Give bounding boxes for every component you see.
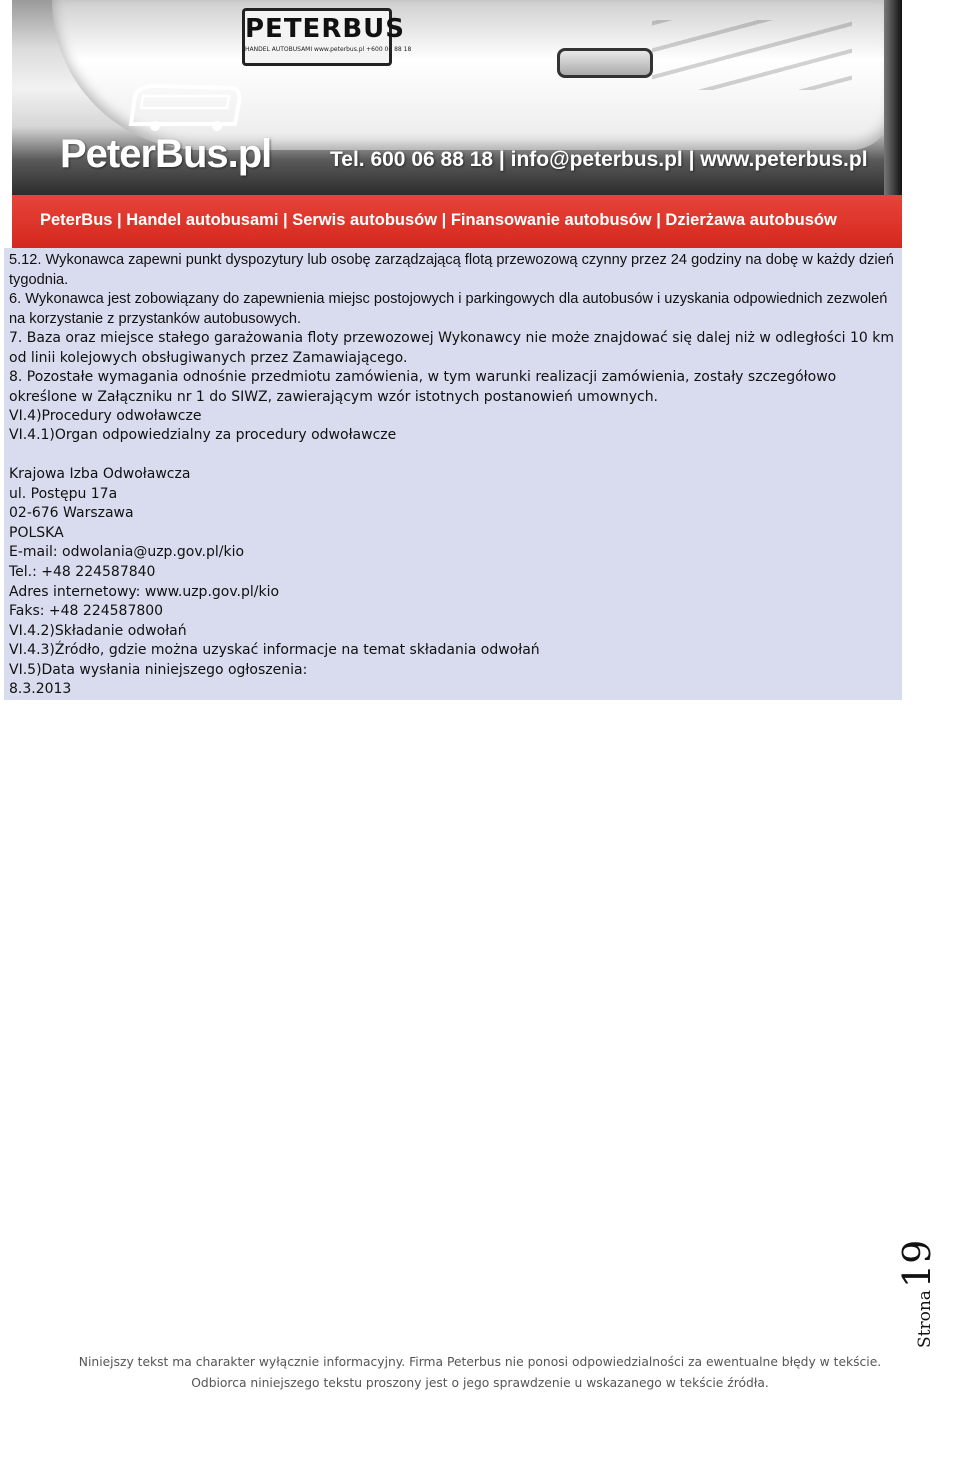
footer-disclaimer-1: Niniejszy tekst ma charakter wyłącznie informacyjny. Firma Peterbus nie ponosi odpowiedzialności za ewentualne błędy w tekście. xyxy=(78,1355,882,1369)
org-name: Krajowa Izba Odwoławcza xyxy=(9,466,191,482)
publication-date: 8.3.2013 xyxy=(9,681,72,697)
services-bar xyxy=(12,195,902,248)
document-content xyxy=(4,248,902,700)
peterbus-logo xyxy=(60,82,320,182)
postal-city: 02-676 Warszawa xyxy=(9,505,134,521)
logo-text: PeterBus.pl xyxy=(60,132,272,176)
bus-stripe-decoration xyxy=(652,20,852,90)
country: POLSKA xyxy=(9,525,64,541)
paragraph-8: 8. Pozostałe wymagania odnośnie przedmiotu zamówienia, w tym warunki realizacji zamówienia, zostały szczegółowo określone w Załączniku nr 1 do SIWZ, zawierającym wzór istotnych postanowień umownych. xyxy=(9,369,837,405)
bus-photo xyxy=(12,0,902,195)
phone: Tel.: +48 224587840 xyxy=(9,564,156,580)
paragraph-5-12: 5.12. Wykonawca zapewni punkt dyspozytury lub osobę zarządzającą flotą przewozową czynny przez 24 godziny na dobę w każdy dzień tygodnia. xyxy=(9,252,894,288)
paragraph-6: 6. Wykonawca jest zobowiązany do zapewnienia miejsc postojowych i parkingowych dla autobusów i uzyskania odpowiednich zezwoleń na korzystanie z przystanków autobusowych. xyxy=(9,291,888,327)
license-plate xyxy=(242,8,412,66)
services-text: PeterBus | Handel autobusami | Serwis autobusów | Finansowanie autobusów | Dzierżawa autobusów xyxy=(40,211,837,229)
heading-organ: VI.4.1)Organ odpowiedzialny za procedury odwoławcze xyxy=(9,427,397,443)
plate-text: PETERBUS xyxy=(245,14,405,44)
bus-logo-icon xyxy=(125,82,245,132)
paragraph-7: 7. Baza oraz miejsce stałego garażowania floty przewozowej Wykonawcy nie może znajdować się dalej niż w odległości 10 km od linii kolejowych obsługiwanych przez Zamawiającego. xyxy=(9,330,894,366)
header-banner xyxy=(12,0,902,248)
heading-zrodlo: VI.4.3)Źródło, gdzie można uzyskać informacje na temat składania odwołań xyxy=(9,642,540,658)
page-label: Strona xyxy=(915,1290,935,1348)
heading-skladanie: VI.4.2)Składanie odwołań xyxy=(9,623,187,639)
contact-info: Tel. 600 06 88 18 | info@peterbus.pl | www.peterbus.pl xyxy=(330,148,868,171)
footer-disclaimer-2: Odbiorca niniejszego tekstu proszony jest o jego sprawdzenie u wskazanego w tekście źródła. xyxy=(191,1376,769,1390)
email: E-mail: odwolania@uzp.gov.pl/kio xyxy=(9,544,245,560)
website: Adres internetowy: www.uzp.gov.pl/kio xyxy=(9,584,280,600)
fax: Faks: +48 224587800 xyxy=(9,603,164,619)
fog-lamp xyxy=(557,48,653,78)
heading-data-wyslania: VI.5)Data wysłania niniejszego ogłoszenia: xyxy=(9,662,308,678)
street-address: ul. Postępu 17a xyxy=(9,486,118,502)
plate-subtext: HANDEL AUTOBUSAMI www.peterbus.pl +600 06 88 18 xyxy=(245,46,412,53)
bus-dark-edge xyxy=(884,0,902,195)
heading-procedury: VI.4)Procedury odwoławcze xyxy=(9,408,202,424)
page-number-rotated xyxy=(895,1240,939,1348)
page-number-value: 19 xyxy=(895,1239,939,1289)
